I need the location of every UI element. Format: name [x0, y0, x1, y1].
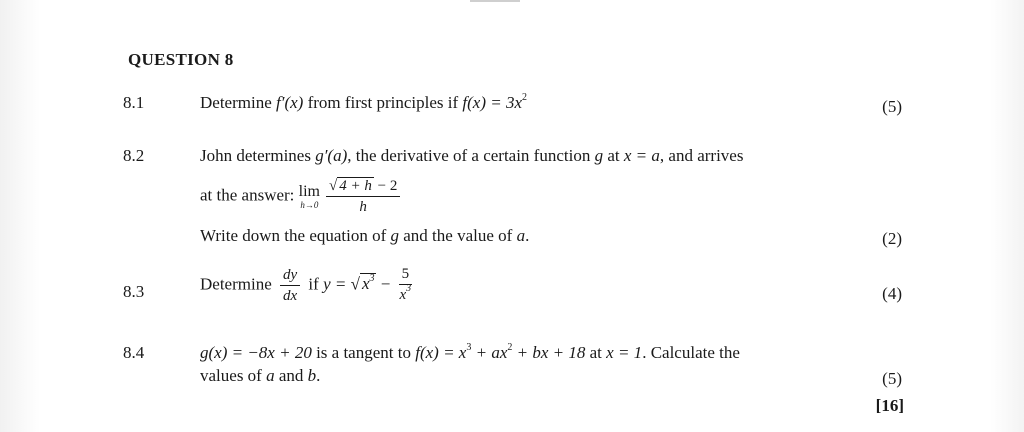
q84-expr-f-a: f(x) = x	[415, 343, 467, 362]
q81-text-b: from first principles if	[303, 93, 463, 112]
q84-line2-a: values of	[200, 366, 267, 385]
q83-root-exp: 3	[369, 273, 375, 285]
q83-frac-num: 5	[399, 264, 413, 285]
q84-text-b: at	[585, 343, 607, 362]
q82-line3-b: and the value of	[399, 226, 517, 245]
q83-minus: −	[376, 274, 395, 294]
q82-expr-gprime: g′(a)	[315, 146, 348, 165]
q82-line1-c: at	[603, 146, 624, 165]
q84-sup3: 3	[466, 342, 472, 353]
q83-if: if	[304, 274, 324, 294]
q84-line2	[200, 366, 320, 386]
q84-marks: (5)	[882, 369, 902, 388]
fraction-numerator: √ 4 + h − 2	[326, 176, 400, 197]
q84-expr-x: x = 1	[606, 343, 643, 362]
limit-subscript: h→0	[300, 199, 319, 210]
q82-var-g: g	[594, 146, 604, 165]
q82-line1-b: , the derivative of a certain function	[347, 146, 595, 165]
q81-expr-a: f′(x)	[276, 93, 304, 112]
numerator-rest: − 2	[373, 178, 398, 194]
dy: dy	[280, 265, 300, 286]
q81-exponent: 2	[522, 92, 528, 103]
limit-operator	[299, 184, 320, 210]
q84-text-c: . Calculate the	[642, 343, 740, 362]
q84-var-b: b	[307, 366, 317, 385]
q83-number: 8.3	[123, 282, 145, 301]
limit-text: lim	[298, 182, 320, 200]
q83-text-a: Determine	[200, 274, 276, 294]
dx: dx	[283, 288, 298, 304]
q83-frac-den-x: x	[399, 287, 407, 303]
q81-text	[200, 93, 527, 113]
q83-fraction	[399, 264, 413, 307]
q82-line2-label: at the answer:	[200, 185, 299, 205]
q82-expr-x: x = a	[623, 146, 660, 165]
question-heading: QUESTION 8	[128, 50, 234, 69]
q82-line3	[200, 226, 529, 246]
q81-expr-b: f(x) = 3x	[462, 93, 523, 112]
limit-fraction	[326, 176, 400, 217]
q84-line2-b: and	[274, 366, 308, 385]
q83-y-eq: y =	[323, 274, 351, 294]
q82-line1	[200, 146, 743, 166]
sqrt-radicand: 4 + h	[339, 178, 372, 194]
q83-root-x: x	[361, 274, 370, 294]
q82-line1-d: , and arrives	[659, 146, 744, 165]
q82-line2	[200, 176, 404, 217]
q84-number: 8.4	[123, 343, 145, 362]
q84-text-a: is a tangent to	[311, 343, 416, 362]
q83-frac-den	[399, 285, 413, 307]
q82-line3-g: g	[390, 226, 400, 245]
q83-radicand	[360, 273, 377, 293]
q83-text: Determine $\frac{dy}{dx}$ if y = √ $x^3$ − $\frac{5}{x^3}$	[200, 264, 416, 307]
q81-number: 8.1	[123, 93, 145, 112]
total-marks: [16]	[875, 396, 904, 415]
q84-line1	[200, 343, 740, 363]
q83-frac-den-exp: 3	[406, 283, 412, 294]
q84-expr-f-c: + bx + 18	[512, 343, 586, 362]
q83-marks: (4)	[882, 284, 902, 303]
q84-line2-end: .	[316, 366, 321, 385]
q84-expr-g: g(x) = −8x + 20	[200, 343, 312, 362]
dydx-fraction	[280, 265, 300, 306]
q82-line3-a: Write down the equation of	[200, 226, 391, 245]
q84-var-a: a	[266, 366, 275, 385]
q84-expr-f-b: + ax	[471, 343, 508, 362]
q81-text-a: Determine	[200, 93, 276, 112]
top-edge-line	[470, 0, 520, 2]
q81-marks: (5)	[882, 97, 902, 116]
q82-line1-a: John determines	[200, 146, 316, 165]
q82-marks: (2)	[882, 229, 902, 248]
q82-number: 8.2	[123, 146, 145, 165]
q82-line3-end: .	[525, 226, 530, 245]
fraction-denominator: h	[359, 199, 367, 215]
q84-sup2: 2	[507, 342, 513, 353]
q82-line3-var-a: a	[516, 226, 526, 245]
